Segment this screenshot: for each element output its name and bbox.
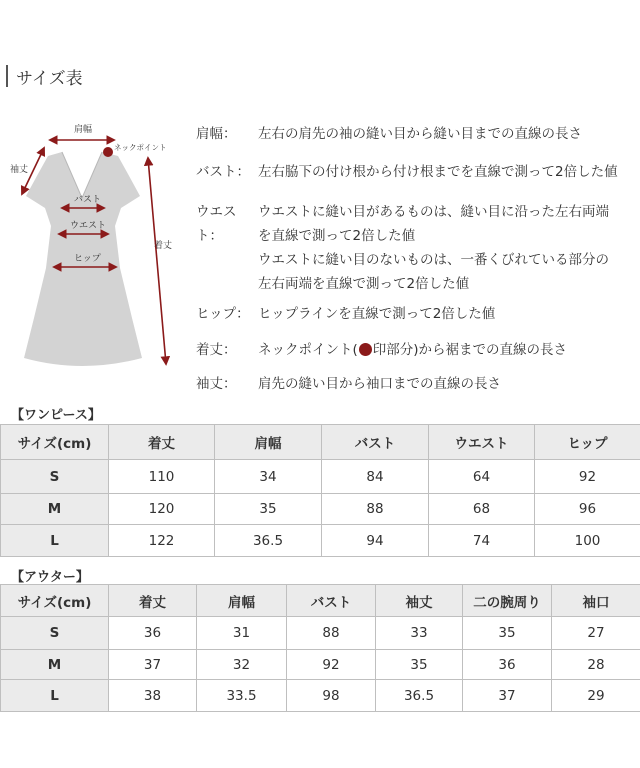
waist-label: ウエスト — [70, 221, 107, 231]
length-arrow — [148, 158, 166, 364]
table-row: M 37 32 92 35 36 28 — [1, 650, 640, 680]
definition-sleeve: 袖丈： 肩先の縫い目から袖口までの直線の長さ — [196, 376, 501, 392]
header-accent-bar — [6, 65, 8, 87]
neck-point-dot — [103, 147, 113, 157]
dress-diagram — [4, 118, 184, 380]
table-row: S 110 34 84 64 92 — [1, 460, 640, 494]
definition-waist: ウエスト： ウエストに縫い目があるものは、縫い目に沿った左右両端 を直線で測って2倍した値 ウエストに縫い目のないものは、一番くびれている部分の 左右両端を直線で測って2倍した値 — [196, 204, 609, 292]
hip-label: ヒップ — [74, 254, 101, 264]
neck-point-dot-icon — [359, 343, 372, 356]
definition-length: 着丈： ネックポイント( 印部分)から裾までの直線の長さ — [196, 342, 568, 358]
table-row: M 120 35 88 68 96 — [1, 494, 640, 525]
onepiece-table-title: 【ワンピース】 — [11, 408, 101, 423]
table-header-row: サイズ(cm) 着丈 肩幅 バスト 袖丈 二の腕周り 袖口 — [1, 585, 640, 617]
length-label: 着丈 — [154, 241, 173, 251]
page-title: サイズ表 — [16, 68, 83, 89]
definition-shoulder: 肩幅： 左右の肩先の袖の縫い目から縫い目までの直線の長さ — [196, 126, 582, 142]
sleeve-label: 袖丈 — [10, 165, 29, 175]
section-header — [6, 64, 83, 88]
outer-size-table — [0, 584, 640, 712]
onepiece-size-table — [0, 424, 640, 557]
table-header-row: サイズ(cm) 着丈 肩幅 バスト ウエスト ヒップ — [1, 425, 640, 460]
table-row: L 122 36.5 94 74 100 — [1, 525, 640, 557]
neck-point-label: ネックポイント — [114, 143, 167, 152]
table-row: S 36 31 88 33 35 27 — [1, 617, 640, 650]
bust-label: バスト — [74, 195, 102, 205]
outer-table-title: 【アウター】 — [11, 570, 89, 585]
definition-bust: バスト： 左右脇下の付け根から付け根までを直線で測って2倍した値 — [196, 164, 618, 180]
shoulder-label: 肩幅 — [74, 125, 93, 135]
table-row: L 38 33.5 98 36.5 37 29 — [1, 680, 640, 712]
definition-hip: ヒップ： ヒップラインを直線で測って2倍した値 — [196, 306, 496, 322]
